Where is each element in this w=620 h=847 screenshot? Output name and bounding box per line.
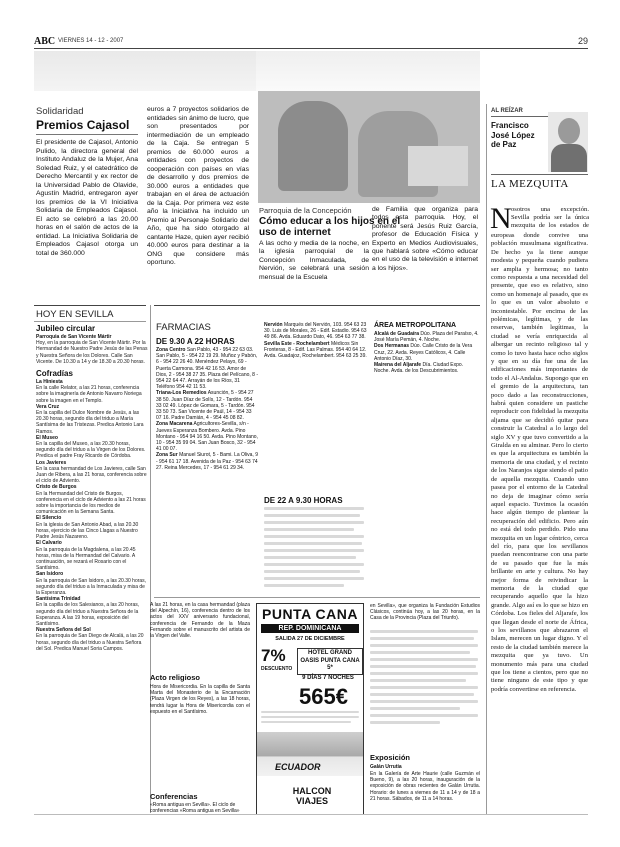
zone-name: Nervión bbox=[264, 322, 283, 328]
listing-detail: En la capilla de los Salesianos, a las 20 horas, segundo día del triduo a Nuestra Señora de la Esperanza. A las 19 horas, exposición del Santísimo. bbox=[36, 602, 140, 627]
conferencias-title: Conferencias bbox=[150, 792, 198, 801]
opinion-author: Francisco José López de Paz bbox=[491, 121, 535, 149]
listing-detail: En la Hermandad del Cristo de Burgos, conferencia en el ciclo de Adviento a las 21 horas sobre la importancia de los medios de comunicación en la Semana Santa. bbox=[36, 490, 146, 516]
acto-religioso-body: Hora de Misericordia. En la capilla de Santa Marta del Monasterio de la Encarnación (Plaza Virgen de los Reyes), a las 18 horas, tendrá lugar la Hora de Misericordia con el expuesto en el Santísimo. bbox=[150, 684, 250, 715]
zone-detail: Manuel Siurot, 5 - Bami. La Oliva, 9 - 954 61 17 18. Avenida de la Paz - 954 63 74 27. Reina Mercedes, 17 - 954 61 29 34. bbox=[156, 452, 258, 471]
listing-title: Santísima Trinidad bbox=[36, 596, 81, 603]
listing-detail: Hoy, en la parroquia de San Vicente Mártir. Por la Hermandad de Nuestro Padre Jesús de las Penas y Nuestra Señora de los Dolores. Calle San Vicente. De 10.30 a 14 y de 18.30 a 20.30 horas. bbox=[36, 340, 148, 365]
exposicion-extra bbox=[370, 630, 480, 726]
listing-title: Nuestra Señora del Sol bbox=[36, 627, 91, 634]
zone-detail: Día. Ciudad Expo. Noche. Avda. de los Descubrimientos. bbox=[374, 362, 464, 375]
concepcion-body-cont: de Familia que organiza para todos esta parroquia. Hoy, el ponente será Jesús Ruiz García, profesor de Educación Física y Experto en Medios Audiovisuales, que hablará sobre «Cómo educar en el uso de la televisión e internet a los hijos». bbox=[372, 206, 478, 272]
page-number: 29 bbox=[577, 36, 588, 46]
listing-detail: En la parroquia de San Diego de Alcalá, a las 20 horas, segundo día del triduo a Nuestra Señora del Sol. Predica Manuel Soria Campos. bbox=[36, 633, 144, 652]
conferencias-body: «Roma antigua en Sevilla». El ciclo de conferencias «Roma antigua en Sevilla» bbox=[150, 802, 240, 814]
area-metropolitana-heading: ÁREA METROPOLITANA bbox=[374, 322, 457, 329]
listing-title: La Hiniesta bbox=[36, 379, 63, 386]
opinion-body-text: europeas donde convive una población musulmana significativa. De hecho ya la tiene aunque modesta y pequeña cuando pudiera ser amplia y hermosa; no tanto como respuesta a una necesidad del presente, que eso es relativo, sino como un homenaje al pasado, que es lo que es un valor absoluto e incontestable. Por encima de las polémicas, legítimas, y de las reservas, también legítimas, la ciudad se vería enriquecida al albergar un recinto religioso tal y como lo tuvo hasta hace ocho siglos y que en su día fue una de las edificaciones más importantes de todo el Al-Andalus. Supongo que en el gremio de la arquitectura, tan poco dado a las reconstrucciones, habrá quien considere un pastiche reproducir con fidelidad la mezquita aljama que se decidió quitar para construir la Catedral a lo largo del siglo XV y que tuvo convertido a la Giralda en su alminar. Pero lo cierto es que la arquitectura es también la memoria de una ciudad, y el recinto de los Naranjos sigue siendo el patio de aquella mezquita. Cuando uno pasea por el entorno de la Catedral no deja de imaginar cómo sería aquel espacio. Tuvimos la ocasión hace algún tiempo de plantear la recuperación del edificio. Pero aún no está del todo perdido. Pido una mezquita en un lugar céntrico, cerca del río, para que los sevillanos puedan reencontrarse con una parte de su pasado que fue la más brillante en arte y cultura. No hay mejor forma de reivindicar la memoria de la ciudad que recuperando aquello que la hizo grande. Algo así es lo que se hizo en Córdoba. Los fieles del Aljarafe, los que llegan desde el norte de África, o los sevillanos que abrazaron el Islam, merecen un lugar digno. Y el resto de la ciudad también merece la mezquita que ya tuvo. Un monumento más para una ciudad que los tiene a cientos, pero que no tiene ninguno de este tipo y que podría convertirse en referencia. bbox=[491, 231, 588, 693]
listing-title: Los Javieres bbox=[36, 459, 67, 466]
advert-hotel: HOTEL GRAND OASIS PUNTA CANA 5* bbox=[297, 648, 363, 675]
listing-title: El Silencio bbox=[36, 515, 62, 522]
zone-name: Triana-Los Remedios bbox=[156, 390, 207, 397]
zone-detail: Dúo. Plaza del Paraíso, 4. José María Pemán, 4. Noche. bbox=[374, 331, 479, 344]
zone-name: Zona Centro bbox=[156, 347, 186, 353]
zone-detail: San Pablo, 43 - 954 22 63 03. San Pablo, 5 - 954 22 19 29. Muñoz y Pabón, 6 - 954 22 26 40. Menéndez Pelayo, 69 - Puerta Carmona. 954 42 16 53. Amor de Dios, 2 - 954 38 27 35. Plaza del Pelícano, 8 - 954 22 64 47. Arrayán de los Ríos, 31 Teléfono 954 42 11 53. bbox=[156, 347, 258, 391]
solidaridad-title: Premios Cajasol bbox=[36, 118, 130, 132]
zone-name: Zona Sur bbox=[156, 452, 178, 459]
listing-detail: En la capilla del Dulce Nombre de Jesús, a las 20.30 horas, segundo día del triduo a María Santísima de las Tristezas. Predica Antonio Lara Ramos. bbox=[36, 410, 144, 435]
opinion-body: osotros una excepción. Sevilla podría ser la única mezquita de los estados de bbox=[511, 206, 589, 230]
exposicion-artist: Galán Urrutia bbox=[370, 764, 402, 770]
zone-name: Alcalá de Guadaíra bbox=[374, 331, 420, 337]
exposicion-title: Exposición bbox=[370, 753, 411, 762]
block-heading-cofradias: Cofradías bbox=[36, 369, 73, 379]
concepcion-body: A las ocho y media de la noche, en la iglesia parroquial de la Concepción Inmaculada, de Nervión, se celebrará una sesión mensual de la Escuela bbox=[259, 240, 369, 281]
newspaper-logo: ABC bbox=[34, 36, 56, 47]
advert-title: PUNTA CANA bbox=[262, 606, 358, 622]
award-ceremony-photo bbox=[34, 51, 256, 91]
advert-discount: 7% bbox=[261, 646, 286, 665]
advert-agency: HALCON VIAJES bbox=[292, 786, 332, 806]
listing-title: Cristo de Burgos bbox=[36, 484, 77, 491]
solidaridad-section-label: Solidaridad bbox=[36, 106, 84, 117]
page-header bbox=[34, 36, 588, 48]
listing-detail: En la calle Relator, a las 21 horas, conferencia sobre la imaginería de Antonio Navarro Noriega sobre la imagen en el Templo. bbox=[36, 385, 142, 404]
opinion-title: LA MEZQUITA bbox=[491, 178, 569, 190]
listing-detail: En la parroquia de San Isidoro, a las 20.30 horas, segundo día del triduo a la Inmaculada y misa de la Esperanza. bbox=[36, 577, 147, 596]
solidaridad-body: El presidente de Cajasol, Antonio Pulido, la directora general del Instituto Andaluz de la Mujer, Ana Soledad Ruiz, y el catedrático de Derecho Mercantil y ex rector de la Universidad Pablo de Olavide, Agustín Madrid, entregaron ayer los premios de la VI Iniciativa Solidaria de Empleados Cajasol. El acto se celebró a las 20.00 horas en el salón de actos de la entidad. La Iniciativa Solidaria de Empleados Cajasol otorga un total de 360.000 bbox=[36, 139, 138, 257]
zone-detail: Marqués del Nervión, 103. 954 63 23 30. Luis de Morales, 26 - Edif. Estadio. 954 63 49 86. Avda. Eduardo Dato, 46. 954 63 77 38. bbox=[264, 322, 367, 341]
farmacias-col-1 bbox=[156, 347, 258, 595]
zone-name: Dos Hermanas bbox=[374, 343, 410, 350]
farmacias-col-2 bbox=[264, 322, 368, 500]
farmacias-night-schedule: DE 22 A 9.30 HORAS bbox=[264, 496, 343, 505]
farmacias-day-schedule: DE 9.30 A 22 HORAS bbox=[156, 337, 235, 346]
zone-detail: Dúo. Calle Cristo de la Vera Cruz, 22. Avda. Reyes Católicos, 4. Calle Antonio Díaz, 30. bbox=[374, 343, 473, 362]
acto-religioso-title: Acto religioso bbox=[150, 673, 201, 682]
zone-name: Zona Macarena bbox=[156, 421, 193, 428]
zone-name: Sevilla Este - Rochelambert bbox=[264, 340, 330, 347]
author-portrait bbox=[548, 112, 588, 172]
hoy-section-label: HOY EN SEVILLA bbox=[36, 309, 114, 320]
listing-title: El Calvario bbox=[36, 540, 62, 547]
conferencia-fernando: A las 21 horas, en la casa hermandad (plaza del Alpechín, 16), conferencia dentro de los actos del XXV aniversario fundacional, conferencia de Fernando de la Maza Fernando sobre el manuscrito del artista de la Virgen del Valle. bbox=[150, 602, 250, 640]
group-photo-bottom bbox=[256, 51, 480, 91]
travel-advert[interactable] bbox=[256, 603, 364, 815]
concepcion-section-label: Parroquia de la Concepción bbox=[259, 206, 352, 215]
issue-date: VIERNES 14 - 12 - 2007 bbox=[58, 38, 124, 44]
hoy-listings bbox=[36, 324, 148, 812]
zone-name: Mairena del Aljarafe bbox=[374, 362, 422, 369]
solidaridad-body-cont: euros a 7 proyectos solidarios de entidades sin ánimo de lucro, que son presentados por intermediación de un empleado de la Caja. Se entregan 5 premios de 60.000 euros a entidades con proyectos de cooperación con países en vías de desarrollo y dos premios de 30.000 euros a entidades que trabajan en el área de actuación de la Caja. Por primera vez este año la Iniciativa ha incluido un Premio al Personaje Solidario del Año, que ha sido otorgado al cantante Haze, quien ayer recibió 40.000 euros para destinar a la ONG que considere más oportuno. bbox=[147, 106, 249, 266]
listing-detail: En la capilla del Museo, a las 20.30 horas, segundo día del triduo a la Virgen de los Dolores. Predica el padre Fray Ricardo de Córdoba. bbox=[36, 441, 146, 460]
farmacias-col-3 bbox=[374, 331, 480, 595]
opinion-dropcap: N bbox=[490, 202, 512, 235]
listing-title: Vera Cruz bbox=[36, 403, 60, 410]
concepcion-title: Cómo educar a los hijos en el uso de internet bbox=[259, 216, 401, 238]
listing-title: El Museo bbox=[36, 434, 58, 441]
farmacias-night-list bbox=[264, 507, 368, 593]
listing-detail: En la iglesia de San Antonio Abad, a las 20.30 horas, ejercicio de las Cinco Llagas a Nuestro Padre Jesús Nazareno. bbox=[36, 521, 139, 541]
farmacias-section-label: FARMACIAS bbox=[156, 322, 211, 333]
exposicion-body: En la Galería de Arte Haurie (calle Guzmán el Bueno, 9), a las 20 horas, inauguración de la exposición de obras recientes de Galán Urrutia. Horario: de lunes a viernes de 11 a 14 y de 18 a 21 horas. Sábados, de 11 a 14 horas. bbox=[370, 771, 480, 802]
listing-detail: En la parroquia de la Magdalena, a las 20.45 horas, misa de la Hermandad del Calvario. A continuación, se rezará el Rosario con el Santísimo. bbox=[36, 546, 136, 572]
conferencias-cont: en Sevilla», que organiza la Fundación Estudios Clásicos, continúa hoy, a las 20 horas, en la Casa de la Provincia (Plaza del Triunfo). bbox=[370, 603, 480, 622]
advert-price: 565€ bbox=[299, 684, 348, 709]
listing-title: San Isidoro bbox=[36, 571, 64, 578]
zone-detail: Agricultores-Sevilla, s/n - Jueves Esperanza Bombero. Avda. Pino Montano - 954 94 16 50. Avda. Pino Montano, 10 - 954 35 99 04. San Juan Bosco, 32 - 954 41 00 07. bbox=[156, 421, 258, 453]
advert-airline: ECUADOR bbox=[275, 762, 321, 772]
advert-subtitle: REP. DOMINICANA bbox=[261, 624, 359, 633]
advert-discount-label: DESCUENTO bbox=[261, 666, 293, 672]
zone-detail: Médicos Sin Fronteras, 8 - Edif. Las Palmas. 954 40 64 12. Avda. Guadajoz, Rochelambert. 954 63 25 39. bbox=[264, 340, 367, 360]
listing-detail: En la casa hermandad de Los Javieres, calle San Juan de Ribera, a las 21 horas, conferencia sobre el ciclo de Adviento. bbox=[36, 465, 147, 485]
opinion-kicker: AL REÍZAR bbox=[491, 108, 523, 114]
listing-title: Parroquia de San Vicente Mártir bbox=[36, 334, 112, 340]
internet-family-photo bbox=[258, 91, 480, 203]
advert-date: SALIDA 27 DE DICIEMBRE bbox=[275, 636, 345, 642]
block-heading-jubileo: Jubileo circular bbox=[36, 324, 96, 333]
advert-nights: 9 DÍAS 7 NOCHES bbox=[302, 675, 354, 681]
advert-terms bbox=[261, 711, 359, 731]
opinion-body-flow bbox=[491, 231, 588, 813]
zone-detail: Asunción, 5 - 954 27 38 50. Juan Díaz de Solís, 12 - Tardón. 954 33 02 49. López de Gomara, 5 - Tardón. 954 33 50 73. San Vicente de Paúl, 14 - 954 33 07 16. Padre Damián, 4 - 954 45 08 82. bbox=[156, 390, 255, 422]
